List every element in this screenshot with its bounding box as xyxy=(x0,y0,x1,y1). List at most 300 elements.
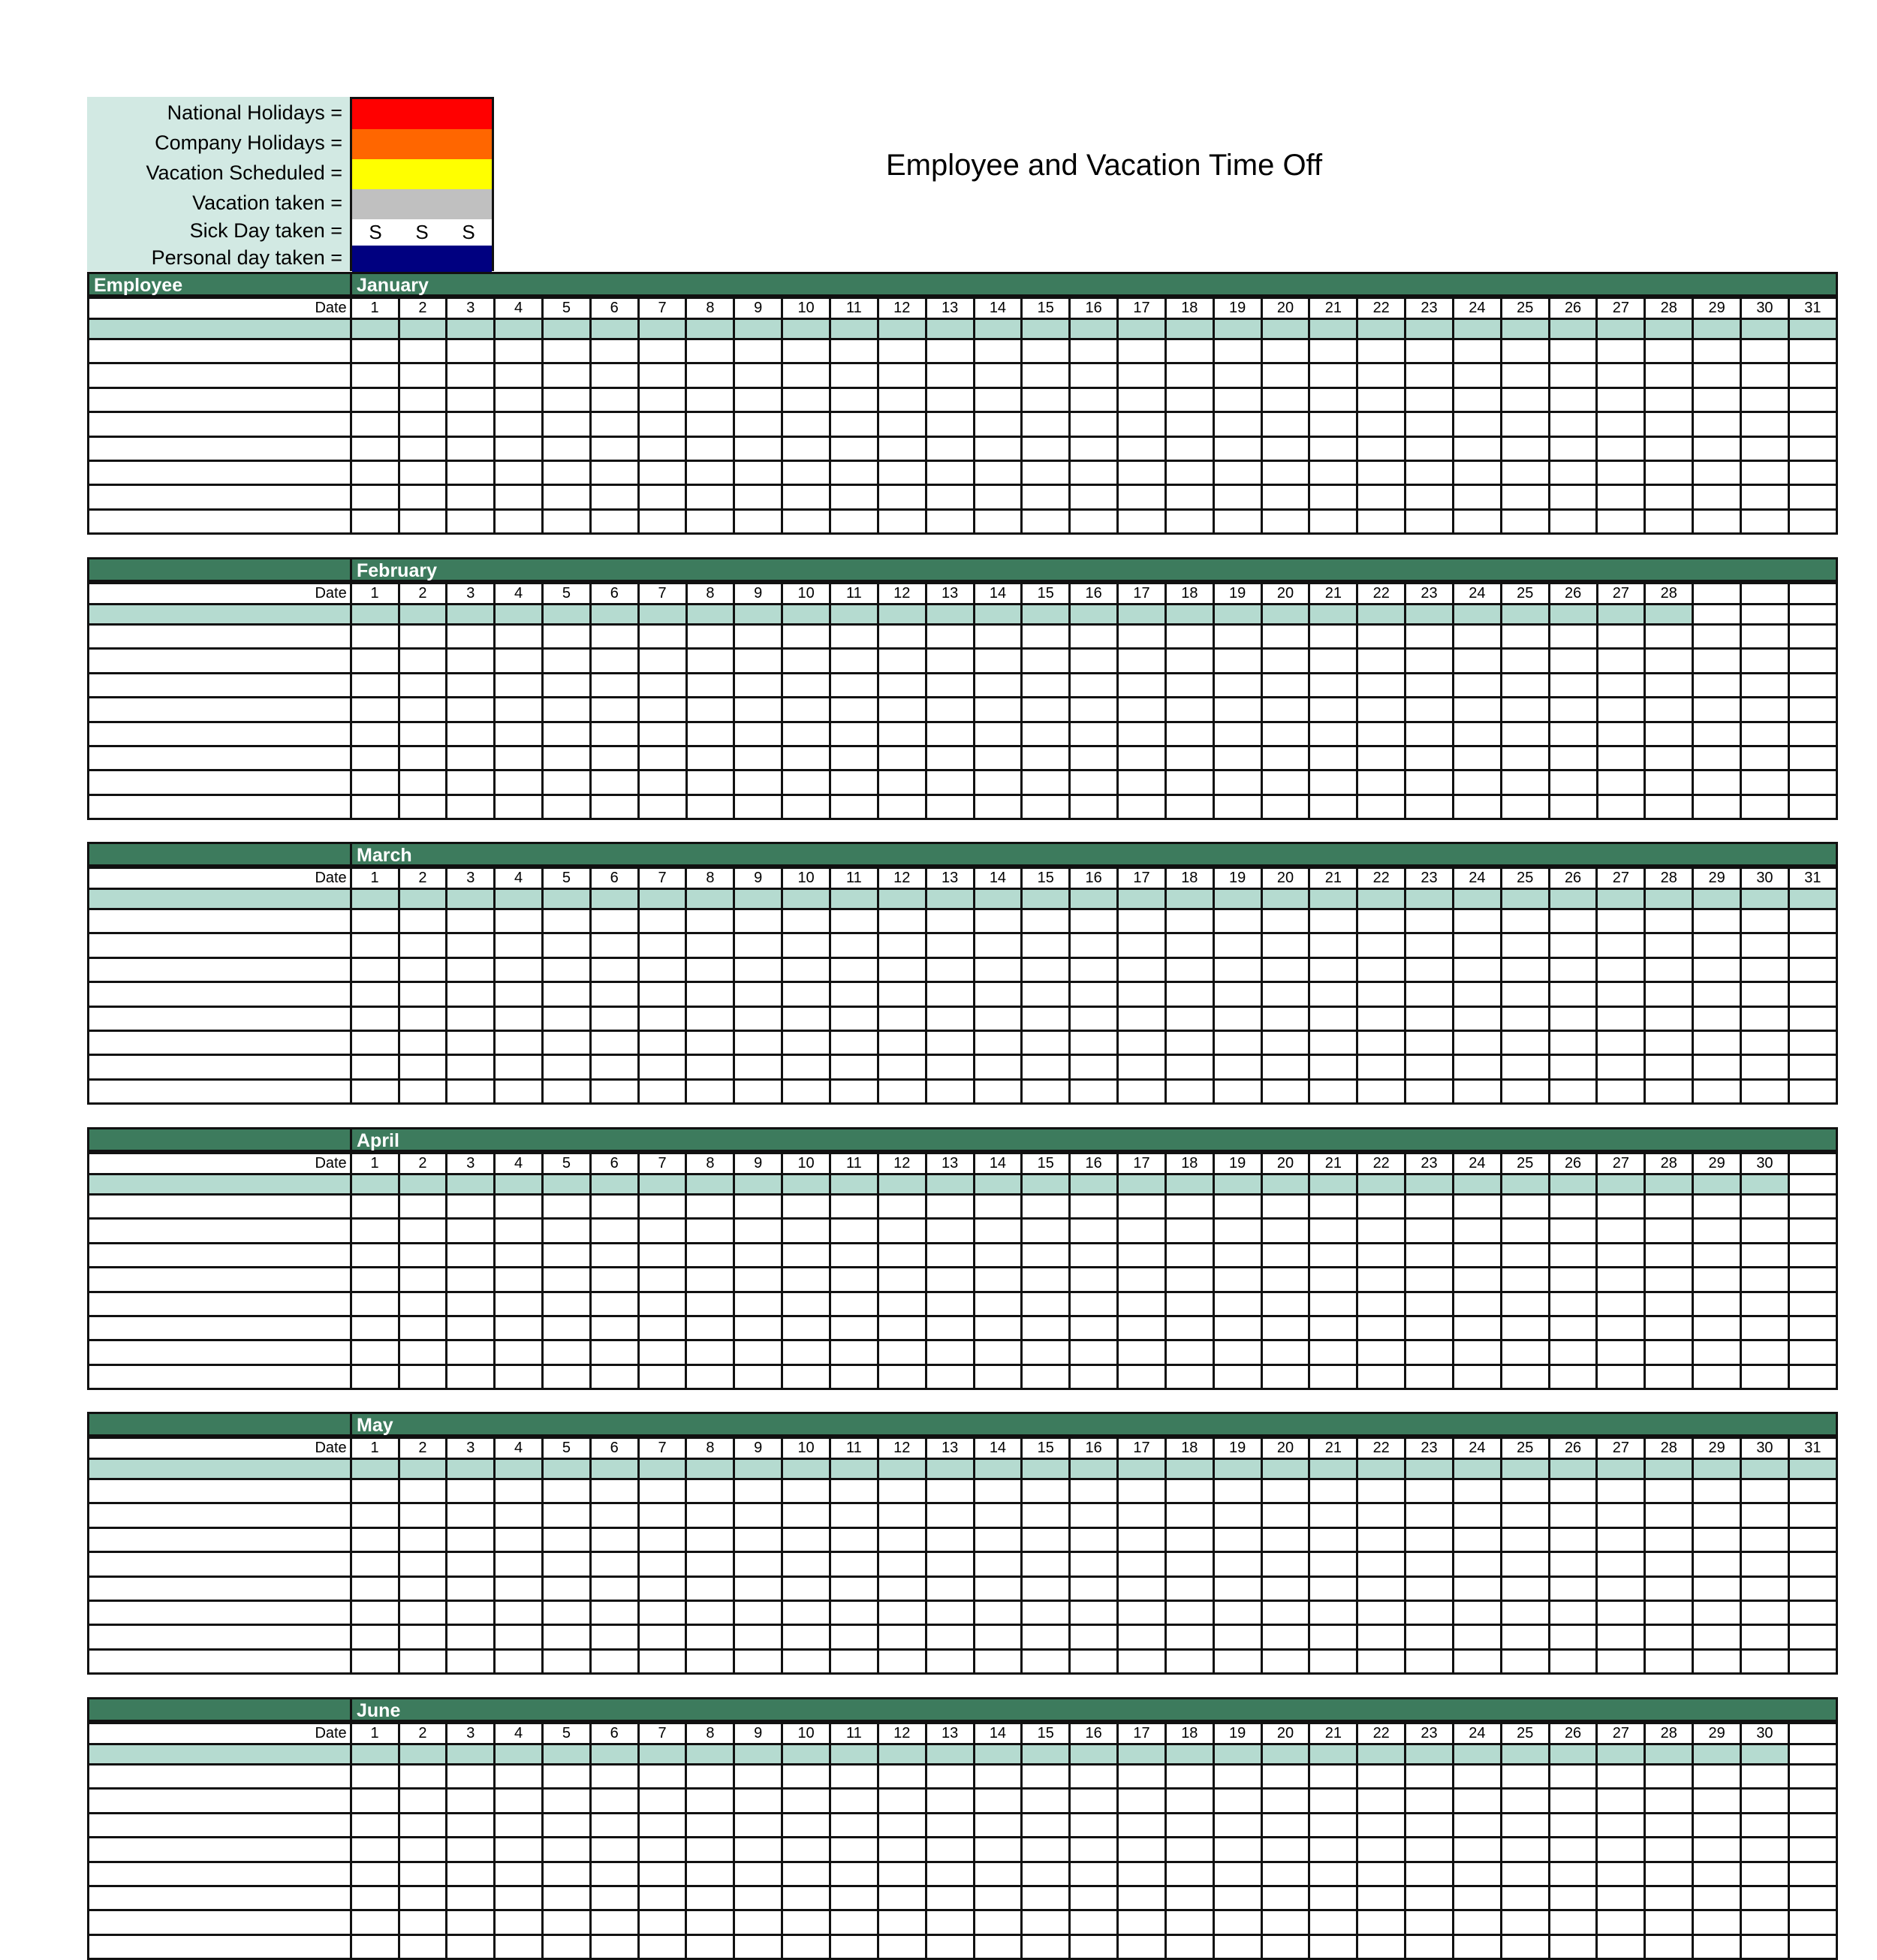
day-cell[interactable] xyxy=(1213,1886,1261,1910)
shaded-name-cell[interactable] xyxy=(89,1174,351,1195)
day-cell[interactable] xyxy=(1022,649,1070,673)
day-cell[interactable] xyxy=(974,1079,1022,1103)
day-cell[interactable] xyxy=(1788,1243,1836,1267)
day-cell[interactable] xyxy=(1070,1268,1118,1292)
day-cell[interactable] xyxy=(1118,1364,1166,1389)
day-cell[interactable] xyxy=(926,1243,974,1267)
day-cell[interactable] xyxy=(974,1576,1022,1600)
day-cell[interactable] xyxy=(447,1910,495,1934)
day-cell[interactable] xyxy=(926,1886,974,1910)
day-cell[interactable] xyxy=(1741,1765,1789,1789)
day-cell[interactable] xyxy=(1118,1527,1166,1551)
day-cell[interactable] xyxy=(1501,387,1549,412)
day-cell[interactable] xyxy=(1165,1055,1213,1079)
day-cell[interactable] xyxy=(543,1527,591,1551)
day-cell[interactable] xyxy=(926,698,974,722)
day-cell[interactable] xyxy=(1261,1079,1309,1103)
day-cell[interactable] xyxy=(1165,387,1213,412)
day-cell[interactable] xyxy=(1070,1503,1118,1527)
day-cell[interactable] xyxy=(543,1862,591,1886)
day-cell[interactable] xyxy=(1741,1055,1789,1079)
day-cell[interactable] xyxy=(1693,698,1741,722)
day-cell[interactable] xyxy=(399,957,447,982)
day-cell[interactable] xyxy=(1261,1552,1309,1576)
day-cell[interactable] xyxy=(878,649,926,673)
day-cell[interactable] xyxy=(590,1219,638,1243)
shaded-day-cell[interactable] xyxy=(1549,1459,1597,1479)
shaded-day-cell[interactable] xyxy=(1070,605,1118,625)
day-cell[interactable] xyxy=(447,485,495,509)
shaded-day-cell[interactable] xyxy=(1309,1744,1357,1765)
shaded-day-cell[interactable] xyxy=(1213,605,1261,625)
day-cell[interactable] xyxy=(447,1862,495,1886)
day-cell[interactable] xyxy=(1645,1552,1693,1576)
day-cell[interactable] xyxy=(734,795,782,819)
day-cell[interactable] xyxy=(1405,795,1454,819)
day-cell[interactable] xyxy=(1645,363,1693,387)
day-cell[interactable] xyxy=(1405,770,1454,795)
day-cell[interactable] xyxy=(447,387,495,412)
day-cell[interactable] xyxy=(543,909,591,933)
day-cell[interactable] xyxy=(1118,1600,1166,1624)
day-cell[interactable] xyxy=(878,673,926,697)
day-cell[interactable] xyxy=(351,339,399,363)
day-cell[interactable] xyxy=(495,363,543,387)
day-cell[interactable] xyxy=(1501,957,1549,982)
day-cell[interactable] xyxy=(447,1813,495,1837)
day-cell[interactable] xyxy=(878,1649,926,1673)
day-cell[interactable] xyxy=(1165,1600,1213,1624)
day-cell[interactable] xyxy=(1070,1527,1118,1551)
day-cell[interactable] xyxy=(974,387,1022,412)
day-cell[interactable] xyxy=(1597,1862,1645,1886)
day-cell[interactable] xyxy=(878,1006,926,1030)
day-cell[interactable] xyxy=(399,1316,447,1340)
shaded-day-cell[interactable] xyxy=(1597,605,1645,625)
day-cell[interactable] xyxy=(1693,1934,1741,1958)
shaded-day-cell[interactable] xyxy=(1165,1174,1213,1195)
shaded-day-cell[interactable] xyxy=(1693,1174,1741,1195)
day-cell[interactable] xyxy=(1213,1195,1261,1219)
day-cell[interactable] xyxy=(974,1268,1022,1292)
shaded-day-cell[interactable] xyxy=(1261,319,1309,339)
day-cell[interactable] xyxy=(1405,460,1454,484)
day-cell[interactable] xyxy=(878,1479,926,1503)
day-cell[interactable] xyxy=(495,1195,543,1219)
day-cell[interactable] xyxy=(1693,673,1741,697)
day-cell[interactable] xyxy=(1022,1934,1070,1958)
day-cell[interactable] xyxy=(830,957,878,982)
day-cell[interactable] xyxy=(447,1765,495,1789)
day-cell[interactable] xyxy=(590,1479,638,1503)
day-cell[interactable] xyxy=(1501,1195,1549,1219)
day-cell[interactable] xyxy=(926,770,974,795)
day-cell[interactable] xyxy=(1405,1055,1454,1079)
day-cell[interactable] xyxy=(1549,625,1597,649)
day-cell[interactable] xyxy=(926,1527,974,1551)
day-cell[interactable] xyxy=(830,1649,878,1673)
day-cell[interactable] xyxy=(1309,1055,1357,1079)
shaded-day-cell[interactable] xyxy=(1165,1459,1213,1479)
shaded-day-cell[interactable] xyxy=(1165,605,1213,625)
day-cell[interactable] xyxy=(830,673,878,697)
day-cell[interactable] xyxy=(447,1934,495,1958)
day-cell[interactable] xyxy=(1549,1886,1597,1910)
day-cell[interactable] xyxy=(1788,485,1836,509)
day-cell[interactable] xyxy=(543,933,591,957)
day-cell[interactable] xyxy=(1405,1292,1454,1316)
day-cell[interactable] xyxy=(1070,339,1118,363)
day-cell[interactable] xyxy=(590,1195,638,1219)
day-cell[interactable] xyxy=(830,1576,878,1600)
day-cell[interactable] xyxy=(1693,1552,1741,1576)
day-cell[interactable] xyxy=(1357,698,1405,722)
day-cell[interactable] xyxy=(1693,1527,1741,1551)
shaded-day-cell[interactable] xyxy=(495,889,543,909)
day-cell[interactable] xyxy=(495,1006,543,1030)
day-cell[interactable] xyxy=(1645,933,1693,957)
day-cell[interactable] xyxy=(1261,485,1309,509)
shaded-name-cell[interactable] xyxy=(89,605,351,625)
day-cell[interactable] xyxy=(1597,1316,1645,1340)
day-cell[interactable] xyxy=(1453,339,1501,363)
day-cell[interactable] xyxy=(782,1030,830,1054)
shaded-day-cell[interactable] xyxy=(1165,319,1213,339)
shaded-day-cell[interactable] xyxy=(543,1459,591,1479)
day-cell[interactable] xyxy=(1357,1649,1405,1673)
day-cell[interactable] xyxy=(1501,1243,1549,1267)
day-cell[interactable] xyxy=(1118,1789,1166,1813)
day-cell[interactable] xyxy=(1357,722,1405,746)
day-cell[interactable] xyxy=(1357,1625,1405,1649)
day-cell[interactable] xyxy=(926,795,974,819)
day-cell[interactable] xyxy=(1405,387,1454,412)
day-cell[interactable] xyxy=(1645,1789,1693,1813)
day-cell[interactable] xyxy=(638,1649,686,1673)
day-cell[interactable] xyxy=(1165,1243,1213,1267)
day-cell[interactable] xyxy=(447,1268,495,1292)
day-cell[interactable] xyxy=(1788,982,1836,1006)
day-cell[interactable] xyxy=(1645,746,1693,770)
employee-name-cell[interactable] xyxy=(89,1576,351,1600)
day-cell[interactable] xyxy=(1213,698,1261,722)
shaded-day-cell[interactable] xyxy=(1597,889,1645,909)
day-cell[interactable] xyxy=(638,460,686,484)
day-cell[interactable] xyxy=(1118,1055,1166,1079)
shaded-day-cell[interactable] xyxy=(782,1459,830,1479)
day-cell[interactable] xyxy=(830,649,878,673)
day-cell[interactable] xyxy=(1788,698,1836,722)
day-cell[interactable] xyxy=(447,1789,495,1813)
day-cell[interactable] xyxy=(1501,412,1549,436)
day-cell[interactable] xyxy=(686,1243,734,1267)
day-cell[interactable] xyxy=(686,509,734,533)
day-cell[interactable] xyxy=(1165,746,1213,770)
day-cell[interactable] xyxy=(1118,436,1166,460)
day-cell[interactable] xyxy=(1741,1625,1789,1649)
day-cell[interactable] xyxy=(830,1006,878,1030)
day-cell[interactable] xyxy=(1788,1268,1836,1292)
shaded-day-cell[interactable] xyxy=(447,889,495,909)
day-cell[interactable] xyxy=(351,363,399,387)
day-cell[interactable] xyxy=(1309,485,1357,509)
day-cell[interactable] xyxy=(1693,1055,1741,1079)
day-cell[interactable] xyxy=(1501,722,1549,746)
day-cell[interactable] xyxy=(1213,485,1261,509)
day-cell[interactable] xyxy=(926,1268,974,1292)
day-cell[interactable] xyxy=(926,436,974,460)
day-cell[interactable] xyxy=(1645,339,1693,363)
day-cell[interactable] xyxy=(1549,1316,1597,1340)
day-cell[interactable] xyxy=(1501,1268,1549,1292)
day-cell[interactable] xyxy=(1405,649,1454,673)
day-cell[interactable] xyxy=(878,1503,926,1527)
shaded-day-cell[interactable] xyxy=(495,1459,543,1479)
day-cell[interactable] xyxy=(1357,1862,1405,1886)
day-cell[interactable] xyxy=(1261,722,1309,746)
shaded-day-cell[interactable] xyxy=(447,1459,495,1479)
day-cell[interactable] xyxy=(1788,1030,1836,1054)
day-cell[interactable] xyxy=(782,1340,830,1364)
day-cell[interactable] xyxy=(782,698,830,722)
day-cell[interactable] xyxy=(1309,1219,1357,1243)
day-cell[interactable] xyxy=(926,673,974,697)
shaded-day-cell[interactable] xyxy=(543,1174,591,1195)
day-cell[interactable] xyxy=(1549,1055,1597,1079)
day-cell[interactable] xyxy=(351,1862,399,1886)
day-cell[interactable] xyxy=(1741,982,1789,1006)
day-cell[interactable] xyxy=(1357,770,1405,795)
day-cell[interactable] xyxy=(351,1649,399,1673)
day-cell[interactable] xyxy=(1453,1838,1501,1862)
shaded-day-cell[interactable] xyxy=(1309,1459,1357,1479)
day-cell[interactable] xyxy=(1165,509,1213,533)
day-cell[interactable] xyxy=(1165,1079,1213,1103)
day-cell[interactable] xyxy=(1693,1838,1741,1862)
day-cell[interactable] xyxy=(1549,1364,1597,1389)
day-cell[interactable] xyxy=(734,436,782,460)
shaded-day-cell[interactable] xyxy=(1405,1174,1454,1195)
employee-name-cell[interactable] xyxy=(89,1055,351,1079)
day-cell[interactable] xyxy=(1165,673,1213,697)
day-cell[interactable] xyxy=(590,1006,638,1030)
day-cell[interactable] xyxy=(638,957,686,982)
day-cell[interactable] xyxy=(1501,625,1549,649)
day-cell[interactable] xyxy=(1357,509,1405,533)
day-cell[interactable] xyxy=(1645,1813,1693,1837)
day-cell[interactable] xyxy=(1501,1649,1549,1673)
day-cell[interactable] xyxy=(782,485,830,509)
day-cell[interactable] xyxy=(926,1479,974,1503)
day-cell[interactable] xyxy=(686,1886,734,1910)
day-cell[interactable] xyxy=(638,1030,686,1054)
day-cell[interactable] xyxy=(1261,1268,1309,1292)
shaded-day-cell[interactable] xyxy=(1405,1744,1454,1765)
day-cell[interactable] xyxy=(590,1552,638,1576)
day-cell[interactable] xyxy=(734,339,782,363)
day-cell[interactable] xyxy=(447,957,495,982)
day-cell[interactable] xyxy=(495,1079,543,1103)
day-cell[interactable] xyxy=(447,625,495,649)
day-cell[interactable] xyxy=(1453,1219,1501,1243)
day-cell[interactable] xyxy=(1597,1552,1645,1576)
day-cell[interactable] xyxy=(1549,1576,1597,1600)
day-cell[interactable] xyxy=(878,1268,926,1292)
day-cell[interactable] xyxy=(1741,1503,1789,1527)
shaded-day-cell[interactable] xyxy=(590,605,638,625)
day-cell[interactable] xyxy=(1213,722,1261,746)
shaded-day-cell[interactable] xyxy=(447,319,495,339)
day-cell[interactable] xyxy=(974,339,1022,363)
day-cell[interactable] xyxy=(1741,1576,1789,1600)
day-cell[interactable] xyxy=(1788,673,1836,697)
day-cell[interactable] xyxy=(1501,1765,1549,1789)
day-cell[interactable] xyxy=(1309,460,1357,484)
day-cell[interactable] xyxy=(734,770,782,795)
day-cell[interactable] xyxy=(399,722,447,746)
day-cell[interactable] xyxy=(830,795,878,819)
day-cell[interactable] xyxy=(399,1552,447,1576)
day-cell[interactable] xyxy=(1405,1479,1454,1503)
shaded-day-cell[interactable] xyxy=(399,1459,447,1479)
day-cell[interactable] xyxy=(1022,1862,1070,1886)
day-cell[interactable] xyxy=(782,982,830,1006)
day-cell[interactable] xyxy=(1549,1910,1597,1934)
day-cell[interactable] xyxy=(1118,1340,1166,1364)
day-cell[interactable] xyxy=(351,673,399,697)
day-cell[interactable] xyxy=(1261,1600,1309,1624)
day-cell[interactable] xyxy=(878,1292,926,1316)
day-cell[interactable] xyxy=(1645,460,1693,484)
day-cell[interactable] xyxy=(878,1765,926,1789)
day-cell[interactable] xyxy=(1022,1813,1070,1837)
day-cell[interactable] xyxy=(543,412,591,436)
day-cell[interactable] xyxy=(495,1862,543,1886)
day-cell[interactable] xyxy=(1405,1364,1454,1389)
day-cell[interactable] xyxy=(1788,1862,1836,1886)
day-cell[interactable] xyxy=(638,1789,686,1813)
day-cell[interactable] xyxy=(1213,1364,1261,1389)
day-cell[interactable] xyxy=(1261,1934,1309,1958)
day-cell[interactable] xyxy=(1405,673,1454,697)
day-cell[interactable] xyxy=(1261,436,1309,460)
day-cell[interactable] xyxy=(495,649,543,673)
day-cell[interactable] xyxy=(1118,1268,1166,1292)
day-cell[interactable] xyxy=(782,1055,830,1079)
day-cell[interactable] xyxy=(399,1625,447,1649)
day-cell[interactable] xyxy=(590,1316,638,1340)
day-cell[interactable] xyxy=(1741,1006,1789,1030)
day-cell[interactable] xyxy=(543,363,591,387)
day-cell[interactable] xyxy=(1741,1316,1789,1340)
day-cell[interactable] xyxy=(1022,795,1070,819)
shaded-day-cell[interactable] xyxy=(1788,1744,1836,1765)
day-cell[interactable] xyxy=(543,1576,591,1600)
day-cell[interactable] xyxy=(830,1364,878,1389)
day-cell[interactable] xyxy=(1357,339,1405,363)
day-cell[interactable] xyxy=(399,1364,447,1389)
day-cell[interactable] xyxy=(974,1813,1022,1837)
day-cell[interactable] xyxy=(1741,387,1789,412)
day-cell[interactable] xyxy=(1118,412,1166,436)
day-cell[interactable] xyxy=(638,909,686,933)
day-cell[interactable] xyxy=(1357,933,1405,957)
day-cell[interactable] xyxy=(1453,1243,1501,1267)
day-cell[interactable] xyxy=(351,957,399,982)
day-cell[interactable] xyxy=(926,649,974,673)
day-cell[interactable] xyxy=(1070,722,1118,746)
day-cell[interactable] xyxy=(686,1195,734,1219)
day-cell[interactable] xyxy=(1165,698,1213,722)
shaded-day-cell[interactable] xyxy=(782,1744,830,1765)
shaded-day-cell[interactable] xyxy=(495,1174,543,1195)
day-cell[interactable] xyxy=(1549,722,1597,746)
day-cell[interactable] xyxy=(734,1219,782,1243)
day-cell[interactable] xyxy=(1693,1268,1741,1292)
day-cell[interactable] xyxy=(974,1765,1022,1789)
day-cell[interactable] xyxy=(1597,1576,1645,1600)
day-cell[interactable] xyxy=(351,460,399,484)
day-cell[interactable] xyxy=(1693,1886,1741,1910)
day-cell[interactable] xyxy=(1309,436,1357,460)
day-cell[interactable] xyxy=(830,1886,878,1910)
day-cell[interactable] xyxy=(1357,1243,1405,1267)
day-cell[interactable] xyxy=(1118,363,1166,387)
shaded-day-cell[interactable] xyxy=(1213,1174,1261,1195)
day-cell[interactable] xyxy=(1597,770,1645,795)
day-cell[interactable] xyxy=(543,746,591,770)
day-cell[interactable] xyxy=(686,1316,734,1340)
day-cell[interactable] xyxy=(638,1886,686,1910)
day-cell[interactable] xyxy=(686,1055,734,1079)
day-cell[interactable] xyxy=(1693,1340,1741,1364)
day-cell[interactable] xyxy=(782,460,830,484)
day-cell[interactable] xyxy=(1309,673,1357,697)
day-cell[interactable] xyxy=(447,339,495,363)
day-cell[interactable] xyxy=(1261,1479,1309,1503)
day-cell[interactable] xyxy=(1788,1292,1836,1316)
day-cell[interactable] xyxy=(974,1030,1022,1054)
day-cell[interactable] xyxy=(1741,625,1789,649)
shaded-day-cell[interactable] xyxy=(1261,889,1309,909)
day-cell[interactable] xyxy=(926,1030,974,1054)
day-cell[interactable] xyxy=(1118,795,1166,819)
day-cell[interactable] xyxy=(1070,1552,1118,1576)
day-cell[interactable] xyxy=(1357,1600,1405,1624)
shaded-day-cell[interactable] xyxy=(1501,319,1549,339)
day-cell[interactable] xyxy=(1357,1552,1405,1576)
day-cell[interactable] xyxy=(830,1195,878,1219)
day-cell[interactable] xyxy=(1165,1789,1213,1813)
day-cell[interactable] xyxy=(1022,509,1070,533)
day-cell[interactable] xyxy=(830,339,878,363)
shaded-day-cell[interactable] xyxy=(1741,1174,1789,1195)
shaded-day-cell[interactable] xyxy=(1788,1174,1836,1195)
day-cell[interactable] xyxy=(447,1364,495,1389)
day-cell[interactable] xyxy=(543,698,591,722)
day-cell[interactable] xyxy=(974,933,1022,957)
day-cell[interactable] xyxy=(1741,770,1789,795)
day-cell[interactable] xyxy=(1453,1479,1501,1503)
day-cell[interactable] xyxy=(1022,1789,1070,1813)
day-cell[interactable] xyxy=(447,1079,495,1103)
day-cell[interactable] xyxy=(1549,1600,1597,1624)
shaded-day-cell[interactable] xyxy=(830,889,878,909)
day-cell[interactable] xyxy=(686,1503,734,1527)
day-cell[interactable] xyxy=(1453,412,1501,436)
day-cell[interactable] xyxy=(830,1813,878,1837)
day-cell[interactable] xyxy=(1165,1503,1213,1527)
